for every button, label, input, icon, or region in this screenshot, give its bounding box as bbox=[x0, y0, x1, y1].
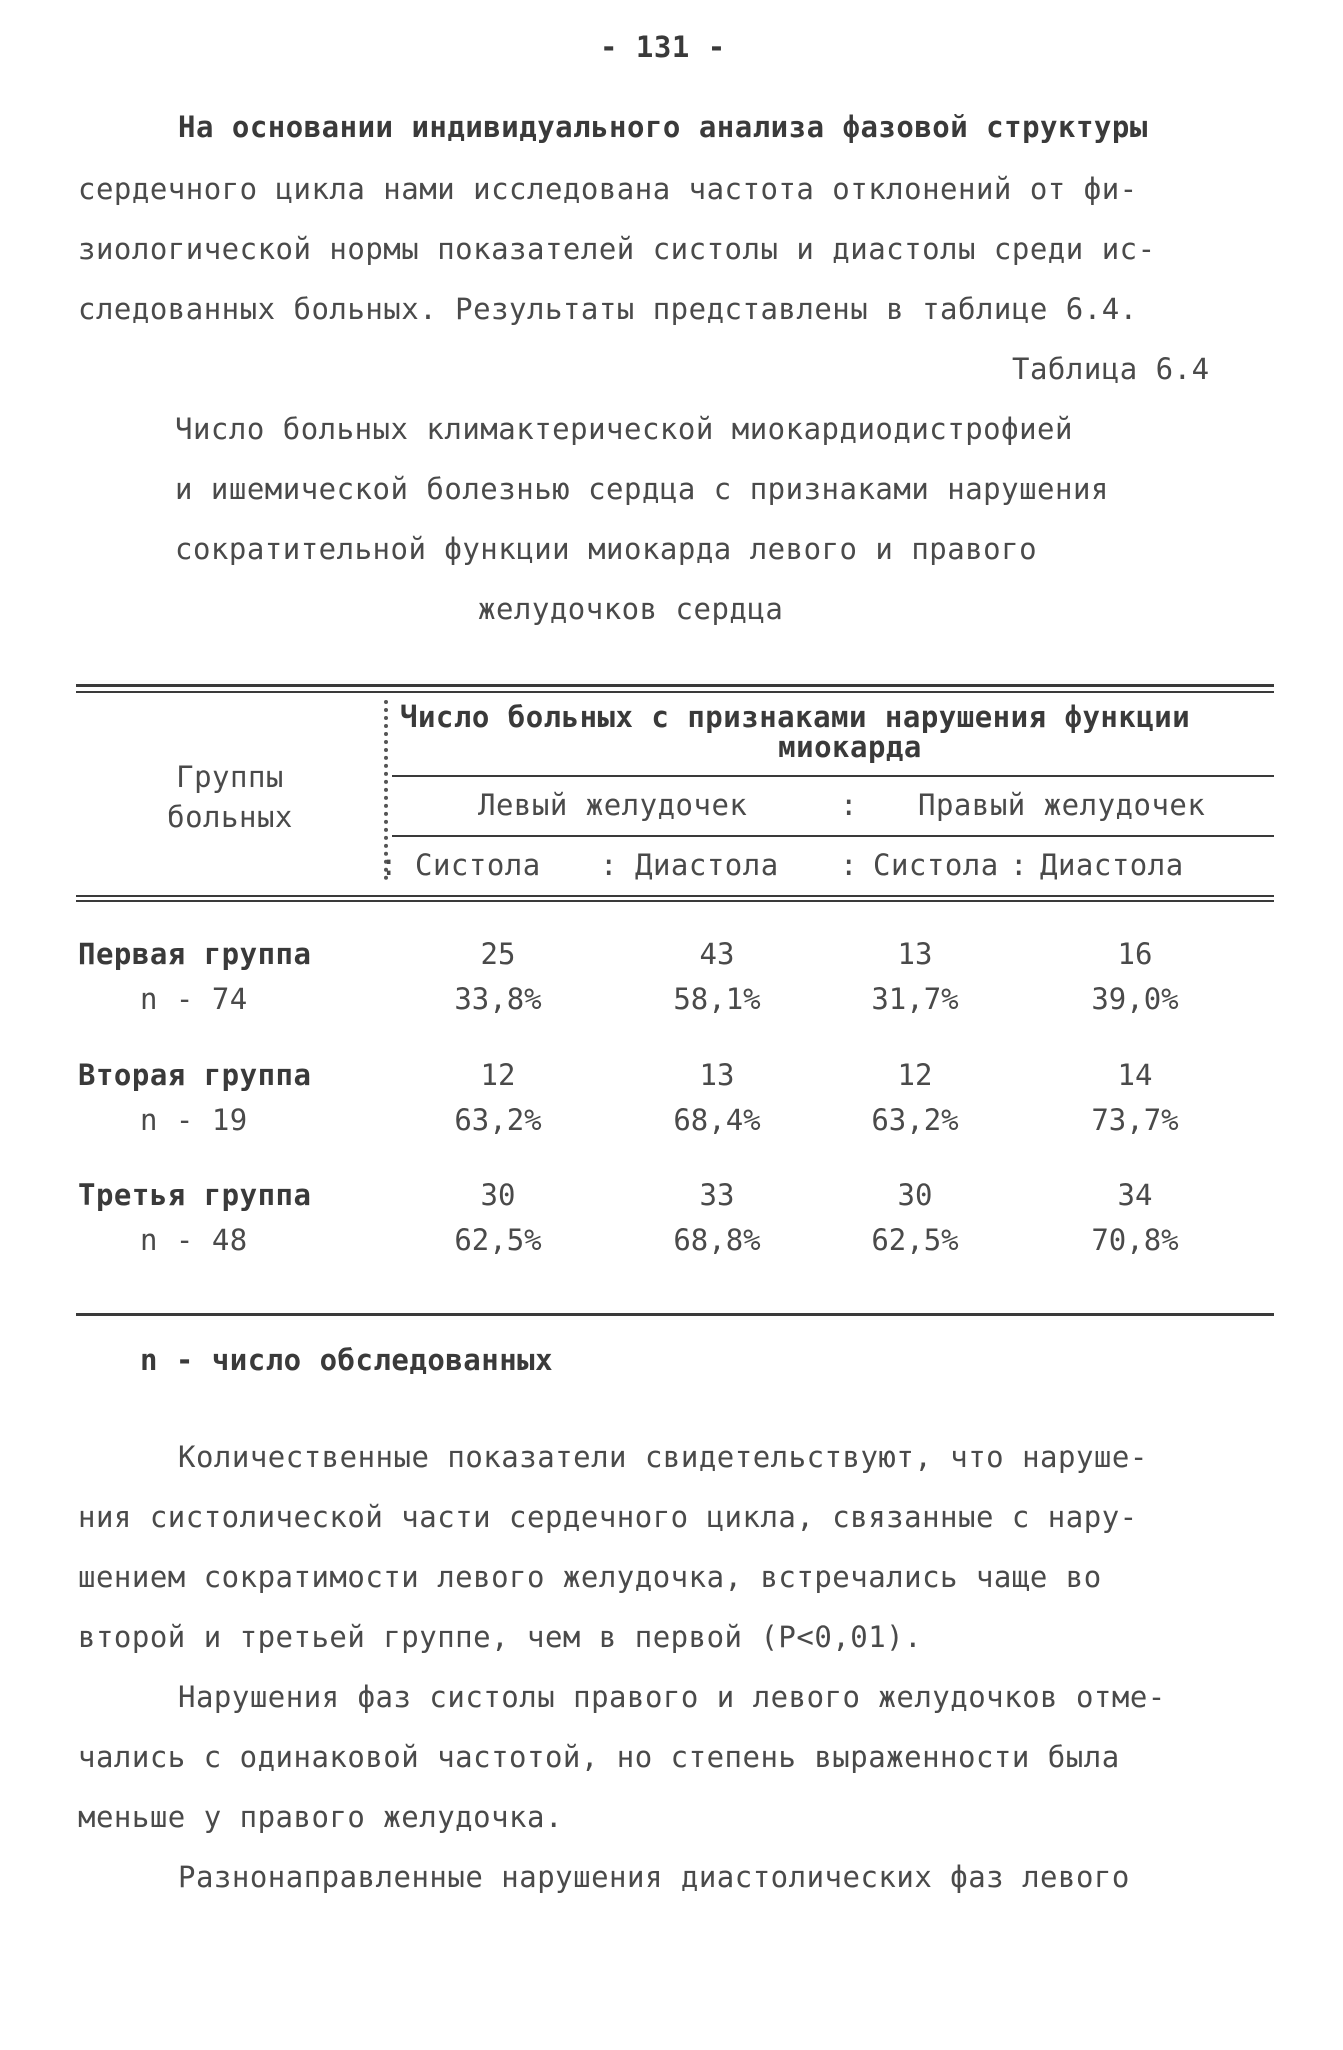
groups-header: больных bbox=[167, 800, 293, 834]
table-cell-count: 25 bbox=[480, 937, 516, 971]
table-row-n: n - 74 bbox=[140, 982, 248, 1016]
table-caption-line: сократительной функции миокарда левого и правого bbox=[175, 532, 1038, 566]
header-rule-2 bbox=[392, 835, 1274, 837]
body-line: меньше у правого желудочка. bbox=[78, 1800, 563, 1834]
header-rule-1 bbox=[392, 775, 1274, 777]
intro-line: сердечного цикла нами исследована частота отклонений от фи- bbox=[78, 172, 1138, 206]
sub-header-colon: : bbox=[840, 848, 858, 882]
body-line: ния систолической части сердечного цикла, связанные с нару- bbox=[78, 1500, 1138, 1534]
header-bottom-rule-2 bbox=[76, 900, 1274, 902]
table-cell-count: 43 bbox=[699, 937, 735, 971]
table-caption-line: и ишемической болезнью сердца с признаками нарушения bbox=[175, 472, 1109, 506]
table-top-rule bbox=[76, 684, 1274, 687]
table-cell-percent: 31,7% bbox=[871, 982, 959, 1016]
table-cell-percent: 62,5% bbox=[871, 1223, 959, 1257]
body-line: Разнонаправленные нарушения диастолических фаз левого bbox=[178, 1860, 1130, 1894]
body-line: Нарушения фаз систолы правого и левого желудочков отме- bbox=[178, 1680, 1166, 1714]
table-cell-percent: 58,1% bbox=[673, 982, 761, 1016]
sub-header-systole: Систола bbox=[415, 848, 541, 882]
table-cell-percent: 68,4% bbox=[673, 1103, 761, 1137]
body-line: чались с одинаковой частотой, но степень выраженности была bbox=[78, 1740, 1120, 1774]
table-row-group: Вторая группа bbox=[78, 1058, 312, 1092]
table-cell-count: 13 bbox=[897, 937, 933, 971]
table-cell-count: 33 bbox=[699, 1178, 735, 1212]
header-colon: : bbox=[840, 788, 858, 822]
table-cell-percent: 39,0% bbox=[1091, 982, 1179, 1016]
table-cell-percent: 73,7% bbox=[1091, 1103, 1179, 1137]
sub-header-colon: : bbox=[380, 848, 398, 882]
main-header: миокарда bbox=[778, 730, 922, 764]
sub-header-diastole: Диастола bbox=[635, 848, 779, 882]
left-ventricle-header: Левый желудочек bbox=[478, 788, 748, 822]
table-row-n: n - 48 bbox=[140, 1223, 248, 1257]
right-ventricle-header: Правый желудочек bbox=[918, 788, 1206, 822]
table-cell-percent: 63,2% bbox=[871, 1103, 959, 1137]
table-caption-line: желудочков сердца bbox=[478, 592, 784, 626]
page-number: - 131 - bbox=[600, 30, 726, 64]
table-footnote: n - число обследованных bbox=[140, 1343, 554, 1377]
intro-line: следованных больных. Результаты представлены в таблице 6.4. bbox=[78, 292, 1138, 326]
table-row-group: Третья группа bbox=[78, 1178, 312, 1212]
table-cell-percent: 68,8% bbox=[673, 1223, 761, 1257]
sub-header-colon: : bbox=[600, 848, 618, 882]
table-caption-line: Число больных климактерической миокардиодистрофией bbox=[175, 412, 1073, 446]
intro-line: зиологической нормы показателей систолы и диастолы среди ис- bbox=[78, 232, 1156, 266]
table-cell-count: 30 bbox=[480, 1178, 516, 1212]
table-cell-count: 13 bbox=[699, 1058, 735, 1092]
sub-header-colon: : bbox=[1010, 848, 1028, 882]
table-cell-count: 14 bbox=[1117, 1058, 1153, 1092]
table-cell-count: 16 bbox=[1117, 937, 1153, 971]
sub-header-diastole: Диастола bbox=[1040, 848, 1184, 882]
groups-header: Группы bbox=[176, 760, 284, 794]
table-cell-count: 12 bbox=[897, 1058, 933, 1092]
table-cell-percent: 70,8% bbox=[1091, 1223, 1179, 1257]
header-bottom-rule bbox=[76, 895, 1274, 897]
table-row-n: n - 19 bbox=[140, 1103, 248, 1137]
table-cell-count: 34 bbox=[1117, 1178, 1153, 1212]
body-line: Количественные показатели свидетельствуют, что наруше- bbox=[178, 1440, 1148, 1474]
body-line: второй и третьей группе, чем в первой (P<0,01). bbox=[78, 1620, 923, 1654]
table-bottom-rule bbox=[76, 1313, 1274, 1316]
table-label: Таблица 6.4 bbox=[1012, 352, 1210, 386]
sub-header-systole: Систола bbox=[873, 848, 999, 882]
table-row-group: Первая группа bbox=[78, 937, 312, 971]
main-header: Число больных с признаками нарушения функции bbox=[400, 700, 1191, 734]
table-cell-percent: 63,2% bbox=[454, 1103, 542, 1137]
table-cell-count: 12 bbox=[480, 1058, 516, 1092]
table-cell-percent: 33,8% bbox=[454, 982, 542, 1016]
intro-line: На основании индивидуального анализа фазовой структуры bbox=[178, 110, 1148, 144]
table-cell-count: 30 bbox=[897, 1178, 933, 1212]
table-top-rule-2 bbox=[76, 691, 1274, 693]
table-cell-percent: 62,5% bbox=[454, 1223, 542, 1257]
body-line: шением сократимости левого желудочка, встречались чаще во bbox=[78, 1560, 1102, 1594]
